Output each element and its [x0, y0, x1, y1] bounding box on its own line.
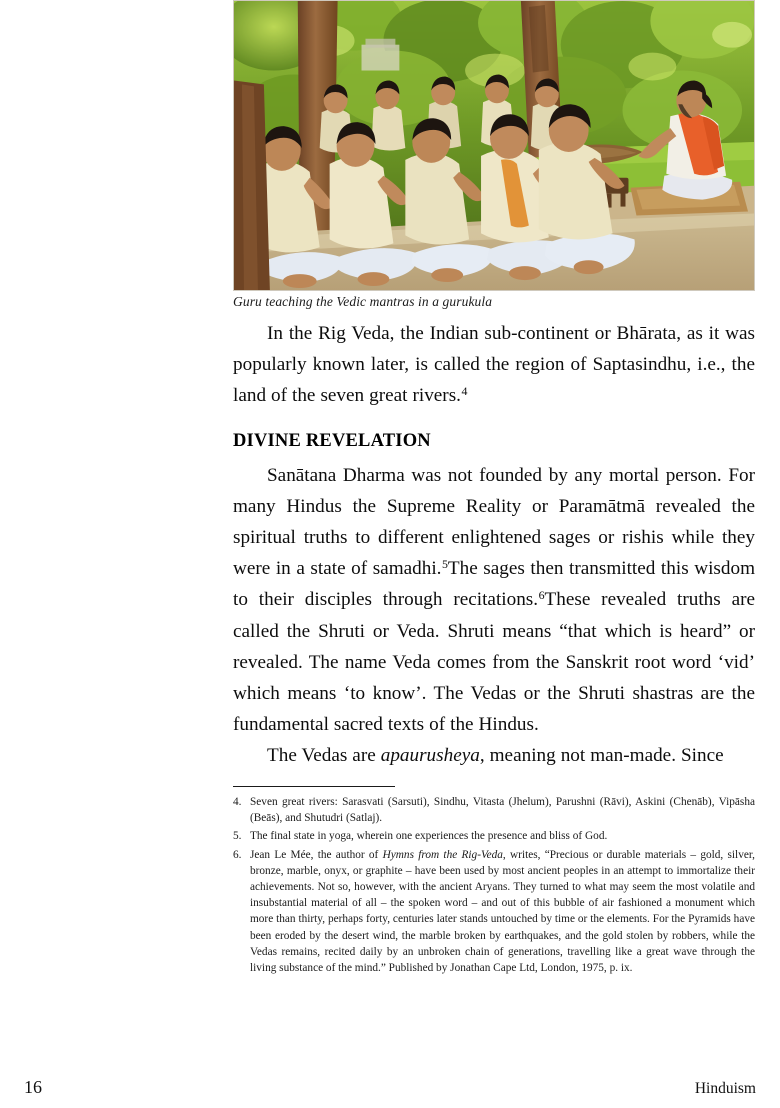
footnote-ref-4[interactable]: 4 — [461, 384, 468, 399]
paragraph-rig-veda — [233, 318, 755, 412]
footnote-text: The final state in yoga, wherein one experiences the presence and bliss of God. — [250, 830, 608, 843]
footnote-cited-title: Hymns from the Rig-Veda — [382, 848, 503, 861]
term-apaurusheya: apaurusheya — [380, 745, 480, 767]
spacer — [233, 412, 755, 426]
paragraph-apaurusheya-text-a: The Vedas are — [267, 745, 381, 767]
footnote-text — [250, 847, 755, 977]
paragraph-sanatana-text-b: The sages then transmitted this wisdom to their disciples through recitations. — [233, 558, 755, 611]
figure-caption: Guru teaching the Vedic mantras in a gurukula — [233, 294, 493, 309]
page-number: 16 — [24, 1077, 42, 1097]
paragraph-sanatana-dharma — [233, 460, 755, 741]
text-column — [233, 318, 755, 772]
paragraph-apaurusheya-text-b: , meaning not man-made. Since — [479, 745, 724, 767]
footnote-text-a: Jean Le Mée, the author of — [250, 848, 383, 861]
footnote-item — [233, 828, 755, 844]
paragraph-apaurusheya — [233, 740, 755, 771]
running-head: Hinduism — [694, 1080, 756, 1097]
footnote-number: 6. — [233, 848, 242, 861]
paragraph-rig-veda-text: In the Rig Veda, the Indian sub-continent or Bhārata, as it was popularly known later, is called the region of Saptasindhu, i.e., the land of the seven great rivers. — [233, 323, 755, 407]
footnote-ref-5[interactable]: 5 — [441, 557, 448, 572]
footnote-ref-6[interactable]: 6 — [538, 588, 545, 603]
footnote-text: Seven great rivers: Sarasvati (Sarsuti), Sindhu, Vitasta (Jhelum), Parushni (Rāvi), Askini (Chenāb), Vipāsha (Beās), and Shutudri (Satlaj). — [250, 796, 755, 825]
figure-gurukula — [233, 0, 755, 291]
footnote-number: 5. — [233, 830, 242, 843]
footnote-number: 4. — [233, 796, 242, 808]
paragraph-sanatana-text-c: These revealed truths are called the Shruti or Veda. Shruti means “that which is heard” or revealed. The name Veda comes from the Sanskrit root word ‘vid’ which means ‘to know’. The Vedas or the Shruti shastras are the fundamental sacred texts of the Hindus. — [233, 589, 755, 736]
photograph-illustration — [234, 1, 754, 290]
footnote-separator-rule — [233, 786, 395, 787]
footnote-item — [233, 794, 755, 826]
paragraph-sanatana-text-a: Sanātana Dharma was not founded by any mortal person. For many Hindus the Supreme Reality or Paramātmā revealed the spiritual truths to different enlightened sages or rishis while they were in a state of samadhi. — [233, 464, 755, 580]
footnotes-block — [233, 786, 755, 978]
photograph — [233, 0, 755, 291]
footnote-item — [233, 847, 755, 977]
footnote-text-b: , writes, “Precious or durable materials – gold, silver, bronze, marble, onyx, or graphite – have been used by most ancient peoples in an attempt to immortalize their achievements. Not so, however, with the ancient Aryans. They turned to what may seem the most volatile and insubstantial material of all – the spoken word – and out of this bubble of air fashioned a monument which more than thirty, perhaps forty, centuries later stands untouched by time or the elements. For the Pyramids have been eroded by the desert wind, the marble broken by earthquakes, and the gold stolen by robbers, while the Vedas remains, recited daily by an unbroken chain of generations, travelling like a great wave through the living substance of the mind.” Published by Jonathan Cape Ltd, London, 1975, p. ix. — [250, 848, 755, 975]
section-heading-divine-revelation: DIVINE REVELATION — [233, 430, 431, 451]
